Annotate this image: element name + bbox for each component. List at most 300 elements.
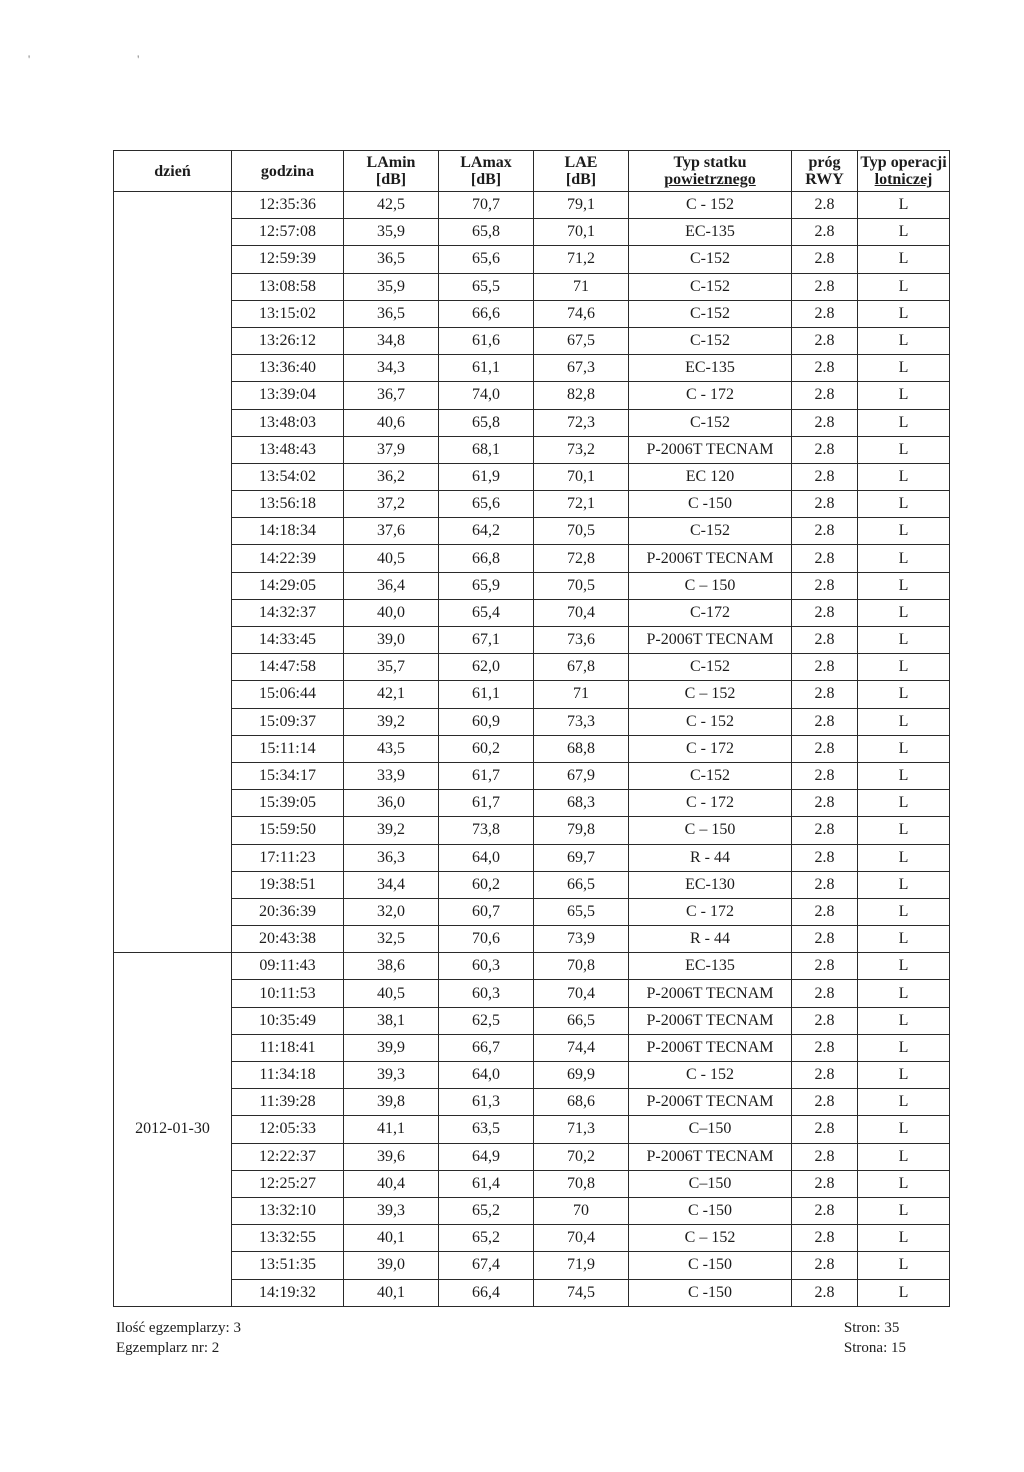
operation-type-cell: L [858,246,950,273]
lamin-cell: 40,1 [344,1225,439,1252]
lamin-cell: 36,7 [344,382,439,409]
time-cell: 11:34:18 [232,1062,344,1089]
aircraft-type-cell: C-152 [629,246,792,273]
aircraft-type-cell: C -150 [629,1252,792,1279]
runway-threshold-cell: 2.8 [792,1034,858,1061]
runway-threshold-cell: 2.8 [792,790,858,817]
lae-cell: 70,2 [534,1143,629,1170]
lamax-cell: 73,8 [439,817,534,844]
lae-cell: 71 [534,273,629,300]
table-row [114,681,950,708]
time-cell: 13:26:12 [232,327,344,354]
runway-threshold-cell: 2.8 [792,926,858,953]
lamax-cell: 60,2 [439,871,534,898]
aircraft-type-cell: C -150 [629,1279,792,1306]
copy-number: Egzemplarz nr: 2 [116,1340,220,1356]
table-row [114,708,950,735]
table-row [114,1089,950,1116]
day-cell [114,192,232,953]
lae-cell: 72,1 [534,491,629,518]
runway-threshold-cell: 2.8 [792,871,858,898]
operation-type-cell: L [858,463,950,490]
aircraft-type-cell: C-152 [629,300,792,327]
table-row [114,518,950,545]
aircraft-type-cell: C - 152 [629,1062,792,1089]
table-row [114,1170,950,1197]
lae-cell: 67,5 [534,327,629,354]
operation-type-cell: L [858,491,950,518]
lae-cell: 70 [534,1197,629,1224]
table-row [114,1225,950,1252]
operation-type-cell: L [858,273,950,300]
time-cell: 11:39:28 [232,1089,344,1116]
table-row [114,817,950,844]
operation-type-cell: L [858,382,950,409]
lae-cell: 71,9 [534,1252,629,1279]
operation-type-cell: L [858,1252,950,1279]
lamin-cell: 35,7 [344,654,439,681]
aircraft-type-cell: R - 44 [629,844,792,871]
runway-threshold-cell: 2.8 [792,681,858,708]
header-lamax: LAmax [dB] [439,151,534,192]
operation-type-cell: L [858,1143,950,1170]
aircraft-type-cell: C - 172 [629,898,792,925]
table-row [114,871,950,898]
lamin-cell: 39,6 [344,1143,439,1170]
time-cell: 10:35:49 [232,1007,344,1034]
lae-cell: 71,3 [534,1116,629,1143]
lamax-cell: 61,9 [439,463,534,490]
time-cell: 13:15:02 [232,300,344,327]
lamin-cell: 42,1 [344,681,439,708]
operation-type-cell: L [858,627,950,654]
aircraft-type-cell: C – 150 [629,572,792,599]
operation-type-cell: L [858,1089,950,1116]
runway-threshold-cell: 2.8 [792,327,858,354]
lae-cell: 67,3 [534,355,629,382]
lamin-cell: 40,5 [344,980,439,1007]
footer-left [116,1318,241,1358]
operation-type-cell: L [858,980,950,1007]
runway-threshold-cell: 2.8 [792,898,858,925]
lamax-cell: 65,6 [439,246,534,273]
operation-type-cell: L [858,1170,950,1197]
header-time: godzina [232,151,344,192]
runway-threshold-cell: 2.8 [792,1225,858,1252]
lae-cell: 66,5 [534,871,629,898]
operation-type-cell: L [858,355,950,382]
aircraft-type-cell: C – 152 [629,1225,792,1252]
lamin-cell: 40,0 [344,599,439,626]
lamax-cell: 60,3 [439,980,534,1007]
lamin-cell: 37,9 [344,436,439,463]
lae-cell: 68,3 [534,790,629,817]
time-cell: 14:29:05 [232,572,344,599]
lae-cell: 71 [534,681,629,708]
operation-type-cell: L [858,762,950,789]
table-row [114,436,950,463]
aircraft-type-cell: C – 150 [629,817,792,844]
lae-cell: 70,4 [534,1225,629,1252]
table-row [114,599,950,626]
operation-type-cell: L [858,1197,950,1224]
operation-type-cell: L [858,545,950,572]
time-cell: 14:18:34 [232,518,344,545]
lae-cell: 65,5 [534,898,629,925]
time-cell: 15:09:37 [232,708,344,735]
lae-cell: 73,6 [534,627,629,654]
time-cell: 14:33:45 [232,627,344,654]
time-cell: 12:25:27 [232,1170,344,1197]
operation-type-cell: L [858,219,950,246]
table-row [114,1034,950,1061]
runway-threshold-cell: 2.8 [792,627,858,654]
runway-threshold-cell: 2.8 [792,817,858,844]
aircraft-type-cell: P-2006T TECNAM [629,1089,792,1116]
lamax-cell: 63,5 [439,1116,534,1143]
table-row [114,844,950,871]
lamax-cell: 74,0 [439,382,534,409]
lamin-cell: 42,5 [344,192,439,219]
operation-type-cell: L [858,926,950,953]
table-row [114,1197,950,1224]
aircraft-type-cell: C-152 [629,518,792,545]
lae-cell: 73,9 [534,926,629,953]
time-cell: 09:11:43 [232,953,344,980]
operation-type-cell: L [858,844,950,871]
aircraft-type-cell: C - 152 [629,708,792,735]
aircraft-type-cell: C-152 [629,654,792,681]
aircraft-type-cell: C–150 [629,1170,792,1197]
lamin-cell: 39,0 [344,1252,439,1279]
time-cell: 12:57:08 [232,219,344,246]
table-header [114,151,950,192]
aircraft-type-cell: C-152 [629,327,792,354]
time-cell: 13:48:43 [232,436,344,463]
table-row [114,627,950,654]
operation-type-cell: L [858,817,950,844]
aircraft-type-cell: C-152 [629,273,792,300]
lamin-cell: 32,5 [344,926,439,953]
runway-threshold-cell: 2.8 [792,953,858,980]
table-row [114,1279,950,1306]
table-row [114,246,950,273]
aircraft-type-cell: C - 152 [629,192,792,219]
lamax-cell: 60,3 [439,953,534,980]
table-row [114,762,950,789]
aircraft-type-cell: C -150 [629,491,792,518]
lamax-cell: 61,7 [439,762,534,789]
lamin-cell: 41,1 [344,1116,439,1143]
day-cell: 2012-01-30 [114,953,232,1306]
time-cell: 12:22:37 [232,1143,344,1170]
lae-cell: 68,6 [534,1089,629,1116]
lae-cell: 73,3 [534,708,629,735]
aircraft-type-cell: C - 172 [629,735,792,762]
operation-type-cell: L [858,708,950,735]
lamin-cell: 39,2 [344,708,439,735]
table-row [114,980,950,1007]
table-body [114,192,950,1307]
aircraft-type-cell: C - 172 [629,790,792,817]
lae-cell: 70,1 [534,463,629,490]
aircraft-type-cell: P-2006T TECNAM [629,436,792,463]
operation-type-cell: L [858,518,950,545]
time-cell: 17:11:23 [232,844,344,871]
runway-threshold-cell: 2.8 [792,436,858,463]
operation-type-cell: L [858,599,950,626]
scan-specks: ' ' [28,52,192,66]
lae-cell: 68,8 [534,735,629,762]
time-cell: 20:43:38 [232,926,344,953]
lae-cell: 66,5 [534,1007,629,1034]
runway-threshold-cell: 2.8 [792,219,858,246]
time-cell: 13:56:18 [232,491,344,518]
lae-cell: 70,8 [534,953,629,980]
runway-threshold-cell: 2.8 [792,1143,858,1170]
runway-threshold-cell: 2.8 [792,300,858,327]
time-cell: 13:54:02 [232,463,344,490]
aircraft-type-cell: C - 172 [629,382,792,409]
runway-threshold-cell: 2.8 [792,192,858,219]
lamin-cell: 32,0 [344,898,439,925]
lamax-cell: 62,0 [439,654,534,681]
lae-cell: 79,1 [534,192,629,219]
lamin-cell: 37,6 [344,518,439,545]
lamin-cell: 37,2 [344,491,439,518]
table-row [114,219,950,246]
lae-cell: 70,1 [534,219,629,246]
lamax-cell: 67,4 [439,1252,534,1279]
lamin-cell: 39,0 [344,627,439,654]
time-cell: 15:39:05 [232,790,344,817]
lamin-cell: 36,0 [344,790,439,817]
lae-cell: 72,3 [534,409,629,436]
lamax-cell: 61,1 [439,355,534,382]
lamax-cell: 68,1 [439,436,534,463]
lamin-cell: 36,5 [344,246,439,273]
table-row [114,790,950,817]
time-cell: 10:11:53 [232,980,344,1007]
lamax-cell: 60,2 [439,735,534,762]
lae-cell: 82,8 [534,382,629,409]
table-row [114,926,950,953]
table-row [114,898,950,925]
lamin-cell: 39,8 [344,1089,439,1116]
operation-type-cell: L [858,572,950,599]
aircraft-type-cell: P-2006T TECNAM [629,980,792,1007]
runway-threshold-cell: 2.8 [792,572,858,599]
runway-threshold-cell: 2.8 [792,980,858,1007]
runway-threshold-cell: 2.8 [792,654,858,681]
operation-type-cell: L [858,681,950,708]
lamax-cell: 70,6 [439,926,534,953]
aircraft-type-cell: EC 120 [629,463,792,490]
operation-type-cell: L [858,300,950,327]
header-lamin: LAmin [dB] [344,151,439,192]
runway-threshold-cell: 2.8 [792,409,858,436]
lae-cell: 73,2 [534,436,629,463]
time-cell: 12:59:39 [232,246,344,273]
lamin-cell: 35,9 [344,273,439,300]
lamin-cell: 36,2 [344,463,439,490]
lamin-cell: 40,5 [344,545,439,572]
time-cell: 14:47:58 [232,654,344,681]
time-cell: 13:36:40 [232,355,344,382]
runway-threshold-cell: 2.8 [792,1252,858,1279]
lamax-cell: 65,2 [439,1197,534,1224]
runway-threshold-cell: 2.8 [792,1089,858,1116]
table-row [114,953,950,980]
runway-threshold-cell: 2.8 [792,355,858,382]
lamax-cell: 65,2 [439,1225,534,1252]
table-row [114,355,950,382]
operation-type-cell: L [858,1062,950,1089]
table-row [114,409,950,436]
lamin-cell: 39,3 [344,1062,439,1089]
table-row [114,1143,950,1170]
runway-threshold-cell: 2.8 [792,518,858,545]
lae-cell: 74,5 [534,1279,629,1306]
operation-type-cell: L [858,1116,950,1143]
lamax-cell: 65,4 [439,599,534,626]
lamin-cell: 33,9 [344,762,439,789]
lamax-cell: 62,5 [439,1007,534,1034]
operation-type-cell: L [858,327,950,354]
lamax-cell: 64,9 [439,1143,534,1170]
runway-threshold-cell: 2.8 [792,463,858,490]
lae-cell: 70,8 [534,1170,629,1197]
time-cell: 13:08:58 [232,273,344,300]
lamax-cell: 70,7 [439,192,534,219]
lamin-cell: 40,6 [344,409,439,436]
lamin-cell: 34,8 [344,327,439,354]
runway-threshold-cell: 2.8 [792,1116,858,1143]
lae-cell: 67,9 [534,762,629,789]
time-cell: 13:32:55 [232,1225,344,1252]
lamax-cell: 65,8 [439,219,534,246]
lamin-cell: 38,1 [344,1007,439,1034]
operation-type-cell: L [858,953,950,980]
lamax-cell: 65,9 [439,572,534,599]
lamin-cell: 38,6 [344,953,439,980]
aircraft-type-cell: C -150 [629,1197,792,1224]
runway-threshold-cell: 2.8 [792,1170,858,1197]
table-row [114,1062,950,1089]
aircraft-type-cell: P-2006T TECNAM [629,1007,792,1034]
noise-measurement-table [113,150,950,1307]
lamin-cell: 36,4 [344,572,439,599]
runway-threshold-cell: 2.8 [792,1197,858,1224]
runway-threshold-cell: 2.8 [792,735,858,762]
runway-threshold-cell: 2.8 [792,844,858,871]
header-lae: LAE [dB] [534,151,629,192]
lamax-cell: 64,0 [439,844,534,871]
lamax-cell: 61,1 [439,681,534,708]
time-cell: 12:35:36 [232,192,344,219]
time-cell: 15:11:14 [232,735,344,762]
aircraft-type-cell: C – 152 [629,681,792,708]
runway-threshold-cell: 2.8 [792,491,858,518]
table-row [114,300,950,327]
aircraft-type-cell: EC-130 [629,871,792,898]
page-number: Strona: 15 [843,1340,906,1356]
operation-type-cell: L [858,871,950,898]
header-day: dzień [114,151,232,192]
table-row [114,654,950,681]
header-operation-type: Typ operacji lotniczej [858,151,950,192]
table-row [114,491,950,518]
lamax-cell: 67,1 [439,627,534,654]
lamax-cell: 65,5 [439,273,534,300]
operation-type-cell: L [858,654,950,681]
time-cell: 14:22:39 [232,545,344,572]
lae-cell: 69,9 [534,1062,629,1089]
time-cell: 13:51:35 [232,1252,344,1279]
lamin-cell: 35,9 [344,219,439,246]
header-runway-threshold: próg RWY [792,151,858,192]
operation-type-cell: L [858,1007,950,1034]
table-row [114,382,950,409]
operation-type-cell: L [858,1279,950,1306]
lae-cell: 72,8 [534,545,629,572]
aircraft-type-cell: R - 44 [629,926,792,953]
operation-type-cell: L [858,409,950,436]
aircraft-type-cell: P-2006T TECNAM [629,1143,792,1170]
lae-cell: 70,4 [534,980,629,1007]
lamin-cell: 36,3 [344,844,439,871]
operation-type-cell: L [858,790,950,817]
runway-threshold-cell: 2.8 [792,1007,858,1034]
operation-type-cell: L [858,1034,950,1061]
aircraft-type-cell: EC-135 [629,953,792,980]
runway-threshold-cell: 2.8 [792,246,858,273]
lamax-cell: 66,7 [439,1034,534,1061]
lae-cell: 67,8 [534,654,629,681]
operation-type-cell: L [858,436,950,463]
table-row [114,735,950,762]
aircraft-type-cell: EC-135 [629,219,792,246]
lamax-cell: 64,0 [439,1062,534,1089]
lamax-cell: 61,4 [439,1170,534,1197]
table-row [114,1007,950,1034]
time-cell: 11:18:41 [232,1034,344,1061]
table-row [114,273,950,300]
lae-cell: 71,2 [534,246,629,273]
time-cell: 13:39:04 [232,382,344,409]
runway-threshold-cell: 2.8 [792,1062,858,1089]
table-row [114,327,950,354]
time-cell: 19:38:51 [232,871,344,898]
lamax-cell: 60,9 [439,708,534,735]
table-row [114,1252,950,1279]
copies-count: Ilość egzemplarzy: 3 [116,1320,241,1336]
time-cell: 12:05:33 [232,1116,344,1143]
time-cell: 20:36:39 [232,898,344,925]
time-cell: 15:34:17 [232,762,344,789]
table-row [114,1116,950,1143]
aircraft-type-cell: P-2006T TECNAM [629,1034,792,1061]
lamax-cell: 66,4 [439,1279,534,1306]
runway-threshold-cell: 2.8 [792,1279,858,1306]
table-row [114,463,950,490]
runway-threshold-cell: 2.8 [792,708,858,735]
aircraft-type-cell: C-172 [629,599,792,626]
lamax-cell: 65,8 [439,409,534,436]
runway-threshold-cell: 2.8 [792,382,858,409]
aircraft-type-cell: P-2006T TECNAM [629,627,792,654]
time-cell: 15:59:50 [232,817,344,844]
